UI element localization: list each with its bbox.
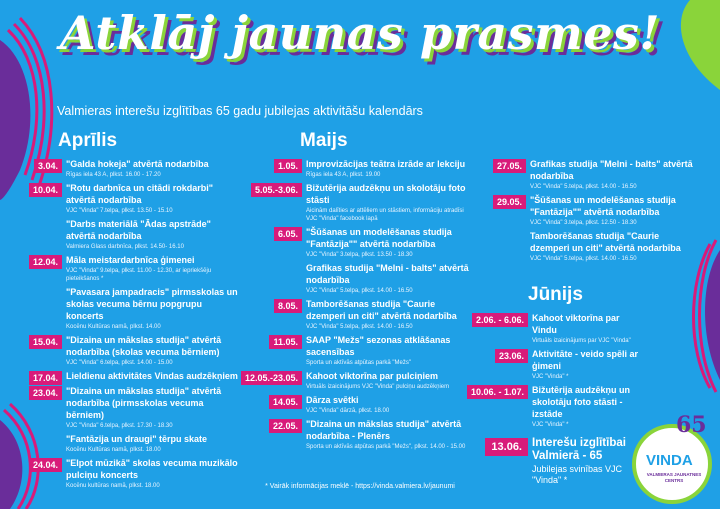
event-item bbox=[32, 286, 242, 331]
event-title: Lieldienu aktivitātes Vindas audzēkņiem bbox=[66, 371, 238, 381]
logo-name: VINDA bbox=[646, 452, 693, 469]
event-date-badge: 22.05. bbox=[269, 419, 302, 433]
event-item bbox=[248, 262, 476, 295]
event-item bbox=[476, 312, 646, 345]
event-date-badge: 29.05. bbox=[493, 195, 526, 209]
event-date-badge: 23.04. bbox=[29, 386, 62, 400]
event-item bbox=[32, 218, 242, 251]
event-date-badge: 23.06. bbox=[495, 349, 528, 363]
event-details: VJC "Vinda" dārzā, plkst. 18.00 bbox=[306, 408, 390, 414]
event-item bbox=[248, 394, 476, 415]
event-title: "Darbs materiālā "Ādas apstrāde" atvērtā nodarbība bbox=[66, 219, 211, 241]
event-title: Improvizācijas teātra izrāde ar lekciju bbox=[306, 159, 466, 169]
event-title: Aktivitāte - veido spēli ar ģimeni bbox=[532, 349, 639, 371]
event-details: VJC "Vinda" 5.telpa, plkst. 14.00 - 16.50 bbox=[530, 184, 637, 190]
event-date-badge: 24.04. bbox=[29, 458, 62, 472]
event-title: Kahoot viktorīna par Vindu bbox=[532, 313, 620, 335]
event-item bbox=[32, 334, 242, 367]
event-date-badge: 17.04. bbox=[29, 371, 62, 385]
event-item bbox=[32, 370, 242, 382]
event-item bbox=[476, 437, 646, 486]
event-title: Grafikas studija "Melni - balts" atvērtā nodarbība bbox=[306, 263, 469, 285]
june-event-list bbox=[470, 312, 646, 489]
event-item bbox=[32, 158, 242, 179]
event-item bbox=[248, 158, 476, 179]
event-item bbox=[32, 433, 242, 454]
month-april: Aprīlis bbox=[58, 130, 118, 151]
event-details: Aicinām dalīties ar attēliem un stāstiem, informāciju atradīsi VJC "Vinda" facebook lapā bbox=[306, 208, 464, 222]
event-item bbox=[244, 370, 476, 391]
event-date-badge: 12.05.-23.05. bbox=[241, 371, 302, 385]
footer-note: * Vairāk informācijas meklē - https://vinda.valmiera.lv/jaunumi bbox=[265, 483, 455, 490]
event-date-badge: 10.06. - 1.07. bbox=[467, 385, 528, 399]
event-details: VJC "Vinda" 3.telpa, plkst. 12.50 - 18.30 bbox=[530, 220, 637, 226]
event-title: "Fantāzija un draugi" tērpu skate bbox=[66, 434, 208, 444]
event-details: Virtuāls izaicinājums VJC "Vinda" pulciņu audzēkņiem bbox=[306, 384, 450, 390]
left-bottom-wave-decoration bbox=[0, 420, 22, 509]
event-title: Tamborēšanas studija "Caurie dzemperi un citi" atvērtā nodarbība bbox=[530, 231, 681, 253]
event-item bbox=[498, 158, 698, 191]
event-date-badge: 6.05. bbox=[274, 227, 302, 241]
event-details: VJC "Vinda" 5.telpa, plkst. 14.00 - 16.50 bbox=[306, 324, 413, 330]
event-details: VJC "Vinda" 5.telpa, plkst. 14.00 - 16.50 bbox=[530, 256, 637, 262]
event-item bbox=[32, 182, 242, 215]
event-title: Kahoot viktorīna par pulciņiem bbox=[306, 371, 439, 381]
event-date-badge: 13.06. bbox=[485, 438, 528, 456]
event-date-badge: 14.05. bbox=[269, 395, 302, 409]
event-item bbox=[248, 182, 476, 223]
event-title: "Galda hokeja" atvērtā nodarbība bbox=[66, 159, 209, 169]
event-title: "Šūšanas un modelēšanas studija "Fantāzija"" atvērtā nodarbība bbox=[530, 195, 676, 217]
event-details: VJC "Vinda" 5.telpa, plkst. 14.00 - 16.50 bbox=[306, 288, 413, 294]
event-item bbox=[248, 226, 476, 259]
event-item bbox=[32, 385, 242, 430]
event-details: Kocēnu Kultūras namā, plkst. 14.00 bbox=[66, 324, 161, 330]
event-item bbox=[498, 230, 698, 263]
event-details: Kocēnu kultūras namā, plkst. 18.00 bbox=[66, 483, 160, 489]
event-details: VJC "Vinda" 7.telpa, plkst. 13.50 - 15.10 bbox=[66, 208, 173, 214]
event-details: Valmiera Glass darbnīca, plkst. 14.50- 16.10 bbox=[66, 244, 184, 250]
event-details: VJC "Vinda" 6.telpa, plkst. 14.00 - 15.00 bbox=[66, 360, 173, 366]
event-title: "Rotu darbnīca un citādi rokdarbi" atvērtā nodarbība bbox=[66, 183, 214, 205]
event-date-badge: 2.06. - 6.06. bbox=[472, 313, 528, 327]
event-details: Rīgas iela 43 A, plkst. 16.00 - 17.20 bbox=[66, 172, 161, 178]
may-event-list bbox=[244, 158, 476, 454]
event-details: VJC "Vinda" * bbox=[532, 374, 569, 380]
event-title: "Elpot mūzikā" skolas vecuma muzikālo pulciņu koncerts bbox=[66, 458, 238, 480]
event-title: "Dizaina un mākslas studija" atvērtā nodarbība (pirmsskolas vecuma bērniem) bbox=[66, 386, 222, 420]
event-title: Interešu izglītībai Valmierā - 65 bbox=[532, 437, 626, 462]
page-title: Atklāj jaunas prasmes! bbox=[59, 6, 661, 60]
logo-ring-text: VALMIERAS JAUNATNES CENTRS bbox=[646, 472, 702, 483]
event-date-badge: 15.04. bbox=[29, 335, 62, 349]
subtitle: Valmieras interešu izglītības 65 gadu jubilejas aktivitāšu kalendārs bbox=[57, 104, 423, 118]
event-title: "Dizaina un mākslas studija" atvērtā nodarbība - Plenērs bbox=[306, 419, 462, 441]
event-details: Virtuāls izaicinājums par VJC "Vinda" bbox=[532, 338, 631, 344]
month-may: Maijs bbox=[300, 130, 348, 151]
month-june: Jūnijs bbox=[528, 284, 583, 305]
event-item bbox=[476, 348, 646, 381]
logo-number: 65 bbox=[676, 412, 707, 438]
event-date-badge: 5.05.-3.06. bbox=[251, 183, 302, 197]
event-details: VJC "Vinda" 6.telpa, plkst. 17.30 - 18.30 bbox=[66, 423, 173, 429]
event-details: Sporta un aktīvās atpūtas parkā "Mežs" bbox=[306, 360, 411, 366]
event-date-badge: 3.04. bbox=[34, 159, 62, 173]
event-details: Sporta un aktīvās atpūtas parkā "Mežs", plkst. 14.00 - 15.00 bbox=[306, 444, 466, 450]
event-item bbox=[248, 418, 476, 451]
right-bottom-wave-decoration bbox=[705, 250, 720, 380]
event-date-badge: 1.05. bbox=[274, 159, 302, 173]
event-date-badge: 12.04. bbox=[29, 255, 62, 269]
event-item bbox=[248, 298, 476, 331]
april-event-list bbox=[32, 158, 242, 493]
event-title: Māla meistardarbnīca ģimenei bbox=[66, 255, 195, 265]
event-details: Kocēnu Kultūras namā, plkst. 18.00 bbox=[66, 447, 161, 453]
event-item bbox=[248, 334, 476, 367]
event-item bbox=[32, 254, 242, 283]
event-date-badge: 27.05. bbox=[493, 159, 526, 173]
event-item bbox=[470, 384, 646, 429]
event-title: "Pavasara jampadracis" pirmsskolas un skolas vecuma bērnu popgrupu koncerts bbox=[66, 287, 238, 321]
event-title: "Šūšanas un modelēšanas studija "Fantāzija"" atvērtā nodarbība bbox=[306, 227, 452, 249]
event-title: Bižutērija audzēkņu un skolotāju foto stāsti bbox=[306, 183, 466, 205]
event-title: Bižutērija audzēkņu un skolotāju foto stāsti - izstāde bbox=[532, 385, 631, 419]
event-details: Jubilejas svinības VJC "Vinda" * bbox=[532, 464, 623, 485]
event-item bbox=[498, 194, 698, 227]
event-details: VJC "Vinda" * bbox=[532, 422, 569, 428]
event-date-badge: 8.05. bbox=[274, 299, 302, 313]
left-wave-decoration bbox=[0, 40, 30, 200]
event-title: Tamborēšanas studija "Caurie dzemperi un citi" atvērtā nodarbība bbox=[306, 299, 457, 321]
event-title: "Dizaina un mākslas studija" atvērtā nodarbība (skolas vecuma bērniem) bbox=[66, 335, 222, 357]
vinda-logo bbox=[632, 412, 712, 504]
may-event-list-continued bbox=[498, 158, 698, 266]
event-title: SAAP "Mežs" sezonas atklāšanas sacensības bbox=[306, 335, 451, 357]
event-details: VJC "Vinda" 3.telpa, plkst. 13.50 - 18.30 bbox=[306, 252, 413, 258]
event-date-badge: 11.05. bbox=[269, 335, 302, 349]
event-title: Dārza svētki bbox=[306, 395, 359, 405]
event-title: Grafikas studija "Melni - balts" atvērtā nodarbība bbox=[530, 159, 693, 181]
event-details: Rīgas iela 43 A, plkst. 19.00 bbox=[306, 172, 381, 178]
event-date-badge: 10.04. bbox=[29, 183, 62, 197]
event-details: VJC "Vinda" 9.telpa, plkst. 11.00 - 12.30, ar iepriekšēju pieteikšanos * bbox=[66, 268, 212, 282]
